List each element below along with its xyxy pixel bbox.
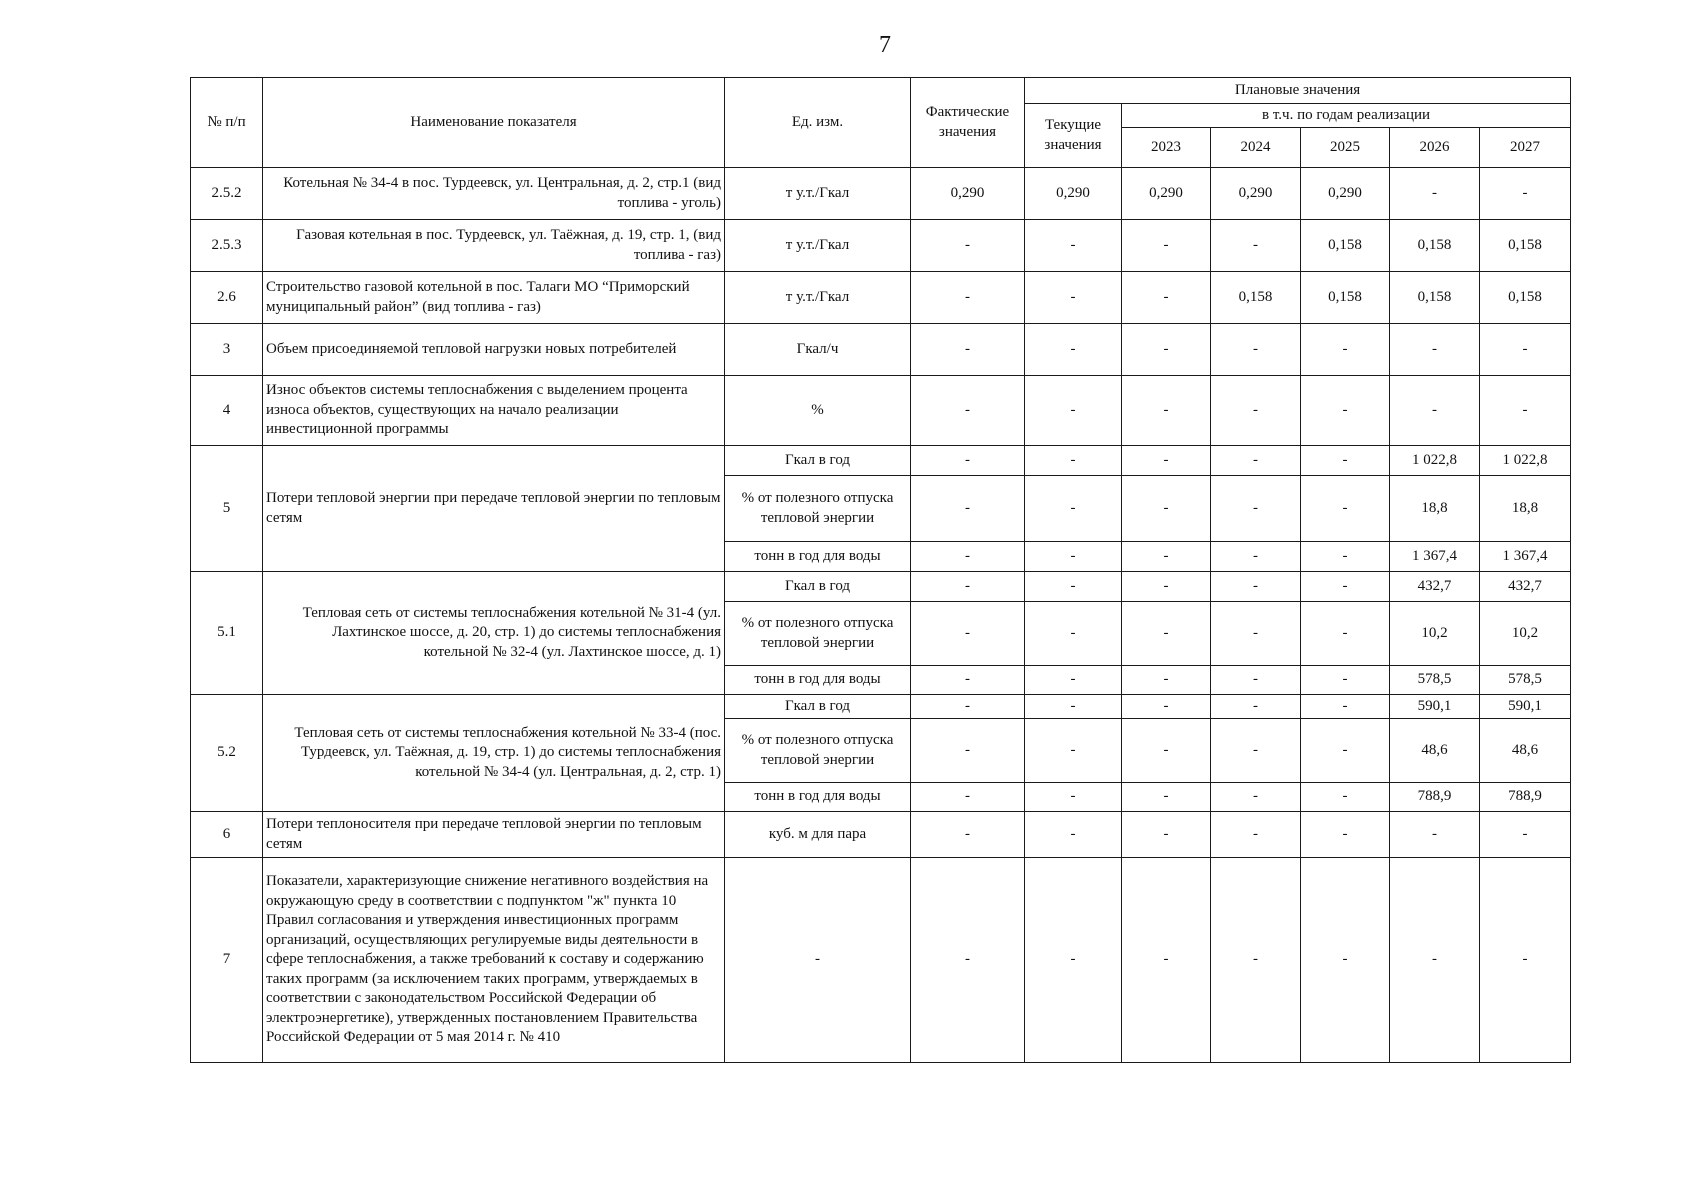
row-name: Износ объектов системы теплоснабжения с выделением процента износа объектов, существующих на начало реализации инвестиционной программы — [263, 376, 725, 446]
row-2026: - — [1390, 324, 1480, 376]
row-2027: 590,1 — [1480, 695, 1571, 719]
row-2023: - — [1122, 476, 1211, 542]
row-2023: - — [1122, 719, 1211, 783]
row-2023: - — [1122, 376, 1211, 446]
row-2024: - — [1211, 666, 1301, 695]
table-row — [191, 572, 1571, 602]
row-2027: 578,5 — [1480, 666, 1571, 695]
row-2025: - — [1301, 783, 1390, 812]
row-num: 5 — [191, 446, 263, 572]
row-2025: 0,158 — [1301, 272, 1390, 324]
table-row — [191, 446, 1571, 476]
row-2026: 18,8 — [1390, 476, 1480, 542]
row-2024: - — [1211, 812, 1301, 858]
header-name: Наименование показателя — [263, 78, 725, 168]
row-actual: - — [911, 695, 1025, 719]
row-name: Котельная № 34-4 в пос. Турдеевск, ул. Центральная, д. 2, стр.1 (вид топлива - уголь) — [263, 168, 725, 220]
row-unit: тонн в год для воды — [725, 783, 911, 812]
row-current: - — [1025, 695, 1122, 719]
row-current: - — [1025, 324, 1122, 376]
row-2023: - — [1122, 812, 1211, 858]
row-2027: 0,158 — [1480, 220, 1571, 272]
table-row — [191, 812, 1571, 858]
row-2025: - — [1301, 572, 1390, 602]
row-2025: 0,290 — [1301, 168, 1390, 220]
row-num: 2.6 — [191, 272, 263, 324]
row-2026: - — [1390, 168, 1480, 220]
row-unit: % от полезного отпуска тепловой энергии — [725, 602, 911, 666]
header-unit: Ед. изм. — [725, 78, 911, 168]
row-2025: - — [1301, 602, 1390, 666]
row-unit: т у.т./Гкал — [725, 220, 911, 272]
row-2026: 0,158 — [1390, 220, 1480, 272]
header-year: 2024 — [1211, 128, 1301, 168]
header-year: 2025 — [1301, 128, 1390, 168]
row-unit: Гкал в год — [725, 572, 911, 602]
header-current: Текущие значения — [1025, 104, 1122, 168]
row-2027: 1 022,8 — [1480, 446, 1571, 476]
table-row — [191, 272, 1571, 324]
row-2024: - — [1211, 572, 1301, 602]
header-actual: Фактические значения — [911, 78, 1025, 168]
row-2027: - — [1480, 376, 1571, 446]
table-row — [191, 858, 1571, 1063]
row-current: - — [1025, 476, 1122, 542]
row-name: Тепловая сеть от системы теплоснабжения котельной № 31-4 (ул. Лахтинское шоссе, д. 20, стр. 1) до системы теплоснабжения котельной № 32-4 (ул. Лахтинское шоссе, д. 1) — [263, 572, 725, 695]
row-actual: - — [911, 602, 1025, 666]
row-2024: - — [1211, 602, 1301, 666]
row-2023: - — [1122, 783, 1211, 812]
row-2026: 0,158 — [1390, 272, 1480, 324]
row-2027: 48,6 — [1480, 719, 1571, 783]
row-actual: - — [911, 220, 1025, 272]
row-current: - — [1025, 272, 1122, 324]
row-2025: - — [1301, 324, 1390, 376]
row-unit: % от полезного отпуска тепловой энергии — [725, 476, 911, 542]
row-2026: 48,6 — [1390, 719, 1480, 783]
row-name: Показатели, характеризующие снижение негативного воздействия на окружающую среду в соответствии с подпунктом "ж" пункта 10 Правил согласования и утверждения инвестиционных программ организаций, осуществляющих регулируемые виды деятельности в сфере теплоснабжения, а также требований к составу и содержанию таких программ (за исключением таких программ, утверждаемых в соответствии с законодательством Российской Федерации об электроэнергетике), утвержденных постановлением Правительства Российской Федерации от 5 мая 2014 г. № 410 — [263, 858, 725, 1063]
table-row — [191, 220, 1571, 272]
table-body — [191, 168, 1571, 1063]
row-2023: - — [1122, 542, 1211, 572]
row-2025: - — [1301, 719, 1390, 783]
row-2027: - — [1480, 858, 1571, 1063]
row-2023: - — [1122, 324, 1211, 376]
row-actual: - — [911, 666, 1025, 695]
row-2023: 0,290 — [1122, 168, 1211, 220]
row-name: Строительство газовой котельной в пос. Талаги МО “Приморский муниципальный район” (вид топлива - газ) — [263, 272, 725, 324]
row-2023: - — [1122, 666, 1211, 695]
row-actual: - — [911, 324, 1025, 376]
row-name: Тепловая сеть от системы теплоснабжения котельной № 33-4 (пос. Турдеевск, ул. Таёжная, д. 19, стр. 1) до системы теплоснабжения котельной № 34-4 (ул. Центральная, д. 2, стр. 1) — [263, 695, 725, 812]
row-2024: - — [1211, 476, 1301, 542]
row-2025: - — [1301, 476, 1390, 542]
row-num: 4 — [191, 376, 263, 446]
row-2025: - — [1301, 858, 1390, 1063]
row-2024: 0,290 — [1211, 168, 1301, 220]
row-2025: 0,158 — [1301, 220, 1390, 272]
row-2027: 10,2 — [1480, 602, 1571, 666]
row-2023: - — [1122, 572, 1211, 602]
row-2026: 590,1 — [1390, 695, 1480, 719]
row-actual: - — [911, 446, 1025, 476]
row-current: - — [1025, 572, 1122, 602]
indicators-table — [190, 77, 1571, 1063]
row-current: - — [1025, 220, 1122, 272]
table-row — [191, 324, 1571, 376]
row-num: 3 — [191, 324, 263, 376]
row-num: 2.5.2 — [191, 168, 263, 220]
row-2024: - — [1211, 783, 1301, 812]
row-2025: - — [1301, 542, 1390, 572]
row-current: - — [1025, 602, 1122, 666]
row-2026: 1 022,8 — [1390, 446, 1480, 476]
row-actual: - — [911, 572, 1025, 602]
row-name: Потери теплоносителя при передаче тепловой энергии по тепловым сетям — [263, 812, 725, 858]
table-header — [191, 78, 1571, 168]
row-2027: - — [1480, 812, 1571, 858]
row-actual: - — [911, 812, 1025, 858]
header-year: 2026 — [1390, 128, 1480, 168]
header-planned: Плановые значения — [1025, 78, 1571, 104]
row-actual: - — [911, 783, 1025, 812]
row-actual: - — [911, 476, 1025, 542]
row-2027: 18,8 — [1480, 476, 1571, 542]
row-2027: 432,7 — [1480, 572, 1571, 602]
row-2023: - — [1122, 695, 1211, 719]
row-2026: 1 367,4 — [1390, 542, 1480, 572]
row-2026: 432,7 — [1390, 572, 1480, 602]
row-2026: 578,5 — [1390, 666, 1480, 695]
row-actual: - — [911, 272, 1025, 324]
row-unit: Гкал/ч — [725, 324, 911, 376]
row-2024: 0,158 — [1211, 272, 1301, 324]
row-2024: - — [1211, 376, 1301, 446]
row-2024: - — [1211, 324, 1301, 376]
row-2024: - — [1211, 719, 1301, 783]
header-by-years: в т.ч. по годам реализации — [1122, 104, 1571, 128]
row-num: 7 — [191, 858, 263, 1063]
row-unit: т у.т./Гкал — [725, 272, 911, 324]
row-2027: 1 367,4 — [1480, 542, 1571, 572]
row-unit: Гкал в год — [725, 446, 911, 476]
row-actual: - — [911, 858, 1025, 1063]
header-year: 2023 — [1122, 128, 1211, 168]
row-2024: - — [1211, 695, 1301, 719]
row-2023: - — [1122, 858, 1211, 1063]
row-2024: - — [1211, 858, 1301, 1063]
row-unit: % от полезного отпуска тепловой энергии — [725, 719, 911, 783]
row-2023: - — [1122, 602, 1211, 666]
row-num: 5.1 — [191, 572, 263, 695]
row-2024: - — [1211, 220, 1301, 272]
row-actual: - — [911, 719, 1025, 783]
row-unit: тонн в год для воды — [725, 666, 911, 695]
row-unit: тонн в год для воды — [725, 542, 911, 572]
row-name: Потери тепловой энергии при передаче тепловой энергии по тепловым сетям — [263, 446, 725, 572]
row-current: - — [1025, 858, 1122, 1063]
row-unit: Гкал в год — [725, 695, 911, 719]
row-actual: - — [911, 542, 1025, 572]
row-name: Объем присоединяемой тепловой нагрузки новых потребителей — [263, 324, 725, 376]
row-2023: - — [1122, 272, 1211, 324]
row-unit: - — [725, 858, 911, 1063]
row-current: - — [1025, 666, 1122, 695]
row-2026: 10,2 — [1390, 602, 1480, 666]
row-2025: - — [1301, 666, 1390, 695]
row-actual: - — [911, 376, 1025, 446]
row-current: - — [1025, 812, 1122, 858]
row-2027: - — [1480, 168, 1571, 220]
row-num: 5.2 — [191, 695, 263, 812]
row-2026: - — [1390, 858, 1480, 1063]
row-2027: - — [1480, 324, 1571, 376]
row-2027: 788,9 — [1480, 783, 1571, 812]
header-year: 2027 — [1480, 128, 1571, 168]
table-row — [191, 376, 1571, 446]
row-name: Газовая котельная в пос. Турдеевск, ул. Таёжная, д. 19, стр. 1, (вид топлива - газ) — [263, 220, 725, 272]
row-num: 6 — [191, 812, 263, 858]
row-2026: - — [1390, 376, 1480, 446]
row-actual: 0,290 — [911, 168, 1025, 220]
row-current: - — [1025, 783, 1122, 812]
row-current: 0,290 — [1025, 168, 1122, 220]
page-number: 7 — [879, 32, 891, 58]
row-2025: - — [1301, 446, 1390, 476]
row-unit: куб. м для пара — [725, 812, 911, 858]
row-current: - — [1025, 719, 1122, 783]
row-2024: - — [1211, 446, 1301, 476]
row-2026: - — [1390, 812, 1480, 858]
row-current: - — [1025, 542, 1122, 572]
row-2027: 0,158 — [1480, 272, 1571, 324]
row-2023: - — [1122, 220, 1211, 272]
row-current: - — [1025, 376, 1122, 446]
table-row — [191, 695, 1571, 719]
header-num: № п/п — [191, 78, 263, 168]
row-2025: - — [1301, 695, 1390, 719]
row-unit: т у.т./Гкал — [725, 168, 911, 220]
row-current: - — [1025, 446, 1122, 476]
row-2025: - — [1301, 812, 1390, 858]
row-num: 2.5.3 — [191, 220, 263, 272]
row-unit: % — [725, 376, 911, 446]
row-2025: - — [1301, 376, 1390, 446]
row-2026: 788,9 — [1390, 783, 1480, 812]
table-row — [191, 168, 1571, 220]
row-2023: - — [1122, 446, 1211, 476]
row-2024: - — [1211, 542, 1301, 572]
